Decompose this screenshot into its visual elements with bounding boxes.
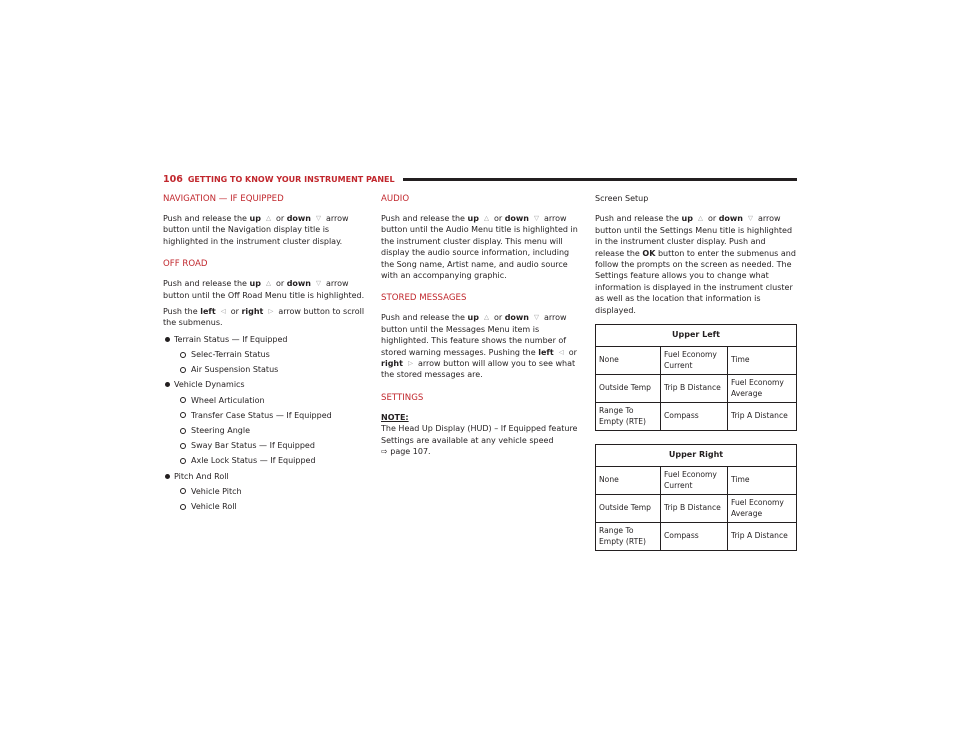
screen-setup-title: Screen Setup <box>595 194 649 203</box>
page-reference: page 107. <box>390 447 431 457</box>
right-keyword: right <box>241 307 264 317</box>
table-cell: Compass <box>661 403 728 431</box>
down-keyword: down <box>286 279 311 289</box>
up-arrow-icon: △ <box>265 279 271 288</box>
note-label: NOTE: <box>381 412 409 422</box>
sub-list-item: Vehicle Pitch <box>163 486 365 497</box>
column-left <box>163 193 365 512</box>
off-road-scroll-text: Push the left ◁ or right ▷ arrow button to scroll the submenus. <box>163 307 365 328</box>
note-text: The Head Up Display (HUD) – If Equipped feature Settings are available at any vehicle speed ⇨ page 107. <box>381 424 578 457</box>
ok-keyword: OK <box>642 248 656 258</box>
table-title: Upper Right <box>596 445 797 467</box>
audio-text: Push and release the up △ or down ▽ arrow button until the Audio Menu title is highlighted in the instrument cluster display. This menu will display the audio source information, including the Song name, Artist name, and audio source with an accompanying graphic. <box>381 214 578 281</box>
table-cell: None <box>596 347 661 375</box>
navigation-text: Push and release the up △ or down ▽ arrow button until the Navigation display title is highlighted in the instrument cluster display. <box>163 214 349 246</box>
left-arrow-icon: ◁ <box>220 307 226 316</box>
right-keyword: right <box>381 359 403 369</box>
down-arrow-icon: ▽ <box>316 214 321 222</box>
chapter-title: GETTING TO KNOW YOUR INSTRUMENT PANEL <box>187 174 395 184</box>
up-keyword: up <box>681 214 693 224</box>
right-arrow-icon: ▷ <box>407 359 413 368</box>
up-arrow-icon: △ <box>483 313 489 322</box>
list-item: Vehicle Dynamics <box>163 379 365 390</box>
table-row <box>596 375 797 403</box>
down-arrow-icon: ▽ <box>316 279 321 288</box>
off-road-menu-list <box>163 334 365 513</box>
table-cell: Fuel Economy Current <box>661 347 728 375</box>
list-item: Terrain Status — If Equipped <box>163 334 365 345</box>
page-reference-arrow-icon: ⇨ <box>381 447 388 457</box>
sub-list-item: Transfer Case Status — If Equipped <box>163 410 365 421</box>
right-arrow-icon: ▷ <box>268 307 274 316</box>
header-rule <box>403 178 797 181</box>
down-keyword: down <box>504 214 529 223</box>
sub-list-item: Steering Angle <box>163 425 365 436</box>
left-keyword: left <box>538 347 554 357</box>
down-keyword: down <box>718 214 743 224</box>
up-keyword: up <box>249 214 261 223</box>
table-cell: Trip A Distance <box>728 403 797 431</box>
stored-messages-text: Push and release the up △ or down ▽ arrow button until the Messages Menu item is highlighted. This feature shows the number of stored warning messages. Pushing the left ◁ or right ▷ arrow button will allow you to see what the stored messages are. <box>381 313 577 380</box>
up-keyword: up <box>467 214 479 223</box>
navigation-heading: NAVIGATION — IF EQUIPPED <box>163 194 284 204</box>
page-header <box>163 172 797 186</box>
down-keyword: down <box>286 214 311 223</box>
down-arrow-icon: ▽ <box>748 214 753 223</box>
left-arrow-icon: ◁ <box>558 347 564 356</box>
table-row <box>596 347 797 375</box>
table-cell: Outside Temp <box>596 375 661 403</box>
up-keyword: up <box>467 313 479 323</box>
sub-list-item: Selec-Terrain Status <box>163 349 365 360</box>
left-keyword: left <box>200 307 216 317</box>
up-arrow-icon: △ <box>483 214 489 222</box>
sub-list-item: Sway Bar Status — If Equipped <box>163 440 365 451</box>
table-row <box>596 523 797 551</box>
table-cell: Range To Empty (RTE) <box>596 523 661 551</box>
sub-list-item: Vehicle Roll <box>163 501 365 512</box>
upper-right-table <box>595 444 797 551</box>
column-middle <box>381 193 581 463</box>
column-right <box>595 193 797 551</box>
down-keyword: down <box>504 313 529 323</box>
up-arrow-icon: △ <box>265 214 271 222</box>
table-row <box>596 495 797 523</box>
table-cell: Time <box>728 347 797 375</box>
off-road-text: Push and release the up △ or down ▽ arrow button until the Off Road Menu title is highlighted. <box>163 279 365 300</box>
table-cell: Trip B Distance <box>661 495 728 523</box>
sub-list-item: Axle Lock Status — If Equipped <box>163 455 365 466</box>
table-cell: Range To Empty (RTE) <box>596 403 661 431</box>
table-title: Upper Left <box>596 325 797 347</box>
stored-messages-heading: STORED MESSAGES <box>381 293 467 304</box>
table-cell: Fuel Economy Average <box>728 375 797 403</box>
table-cell: Trip A Distance <box>728 523 797 551</box>
up-arrow-icon: △ <box>697 214 703 223</box>
audio-heading: AUDIO <box>381 194 410 204</box>
upper-left-table <box>595 324 797 431</box>
down-arrow-icon: ▽ <box>534 214 539 222</box>
off-road-heading: OFF ROAD <box>163 259 208 270</box>
settings-heading: SETTINGS <box>381 392 424 403</box>
list-item: Pitch And Roll <box>163 471 365 482</box>
table-cell: None <box>596 467 661 495</box>
table-cell: Compass <box>661 523 728 551</box>
table-cell: Outside Temp <box>596 495 661 523</box>
table-row <box>596 467 797 495</box>
down-arrow-icon: ▽ <box>534 313 539 322</box>
table-cell: Fuel Economy Current <box>661 467 728 495</box>
table-cell: Fuel Economy Average <box>728 495 797 523</box>
sub-list-item: Air Suspension Status <box>163 364 365 375</box>
page-number: 106 <box>163 173 183 185</box>
sub-list-item: Wheel Articulation <box>163 395 365 406</box>
table-cell: Time <box>728 467 797 495</box>
table-cell: Trip B Distance <box>661 375 728 403</box>
table-row <box>596 403 797 431</box>
screen-setup-text: Push and release the up △ or down ▽ arrow button until the Settings Menu title is highlighted in the instrument cluster display. Push and release the OK button to enter the submenus and follow the prompts on the screen as needed. The Settings feature allows you to change what information is displayed in the instrument cluster as well as the location that information is displayed. <box>595 214 796 315</box>
up-keyword: up <box>249 279 261 289</box>
